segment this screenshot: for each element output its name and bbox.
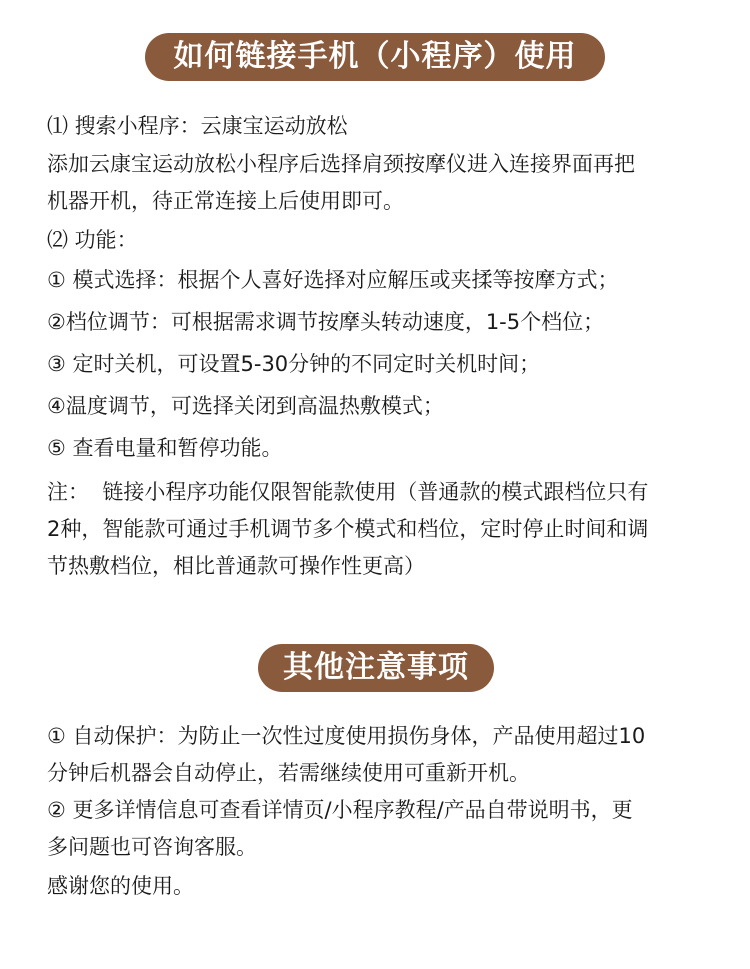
step-2-features-heading: ⑵ 功能：: [47, 228, 138, 252]
note-smart-model: 注： 链接小程序功能仅限智能款使用（普通款的模式跟档位只有 2种，智能款可通过手机调节多个模式和档位，定时停止时间和调 节热敷档位，相比普通款可操作性更高）: [47, 480, 649, 578]
note-auto-protection: ① 自动保护：为防止一次性过度使用损伤身体，产品使用超过10 分钟后机器会自动停止，若需继续使用可重新开机。: [47, 724, 646, 785]
feature-battery-pause: ⑤ 查看电量和暂停功能。: [47, 436, 283, 460]
feature-timer-shutdown: ③ 定时关机，可设置5-30分钟的不同定时关机时间；: [47, 352, 541, 376]
step-1-search-miniprogram: ⑴ 搜索小程序：云康宝运动放松: [47, 114, 348, 138]
feature-temperature-adjustment: ④温度调节，可选择关闭到高温热敷模式；: [47, 394, 444, 418]
section-title-connect-phone: 如何链接手机（小程序）使用: [145, 33, 605, 81]
note-more-details: ② 更多详情信息可查看详情页/小程序教程/产品自带说明书，更 多问题也可咨询客服。: [47, 798, 633, 859]
feature-mode-selection: ① 模式选择：根据个人喜好选择对应解压或夹揉等按摩方式；: [47, 268, 619, 292]
thank-you-text: 感谢您的使用。: [47, 874, 194, 898]
connect-instructions: 添加云康宝运动放松小程序后选择肩颈按摩仪进入连接界面再把 机器开机，待正常连接上后使用即可。: [47, 152, 635, 213]
section-title-other-notes: 其他注意事项: [258, 644, 494, 692]
feature-speed-adjustment: ②档位调节：可根据需求调节按摩头转动速度，1-5个档位；: [47, 310, 605, 334]
